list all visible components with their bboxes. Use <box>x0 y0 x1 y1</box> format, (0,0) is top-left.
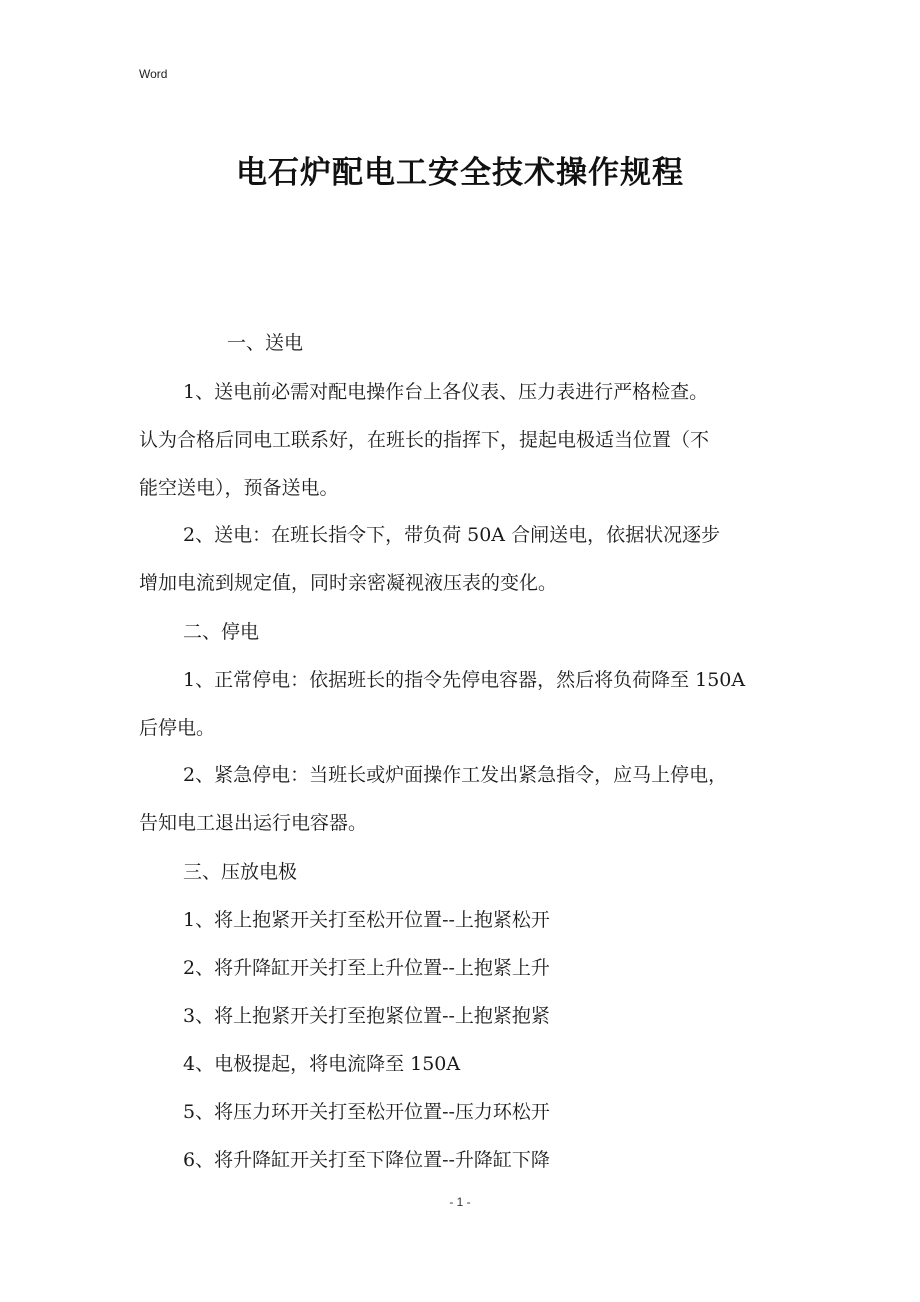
paragraph-line: 增加电流到规定值，同时亲密凝视液压表的变化。 <box>139 572 558 594</box>
section-heading-2: 二、停电 <box>183 621 260 643</box>
list-item: 2、将升降缸开关打至上升位置--上抱紧上升 <box>183 957 550 979</box>
paragraph-line: 能空送电），预备送电。 <box>139 477 339 499</box>
list-item: 6、将升降缸开关打至下降位置--升降缸下降 <box>183 1149 550 1171</box>
paragraph-line: 告知电工退出运行电容器。 <box>139 812 368 834</box>
paragraph-line: 认为合格后同电工联系好，在班长的指挥下，提起电极适当位置（不 <box>139 429 710 451</box>
list-item: 5、将压力环开关打至松开位置--压力环松开 <box>183 1101 550 1123</box>
paragraph-line: 1、正常停电：依据班长的指令先停电容器，然后将负荷降至 150A <box>183 669 746 691</box>
paragraph-line: 1、送电前必需对配电操作台上各仪表、压力表进行严格检查。 <box>183 381 709 403</box>
list-item: 3、将上抱紧开关打至抱紧位置--上抱紧抱紧 <box>183 1005 550 1027</box>
paragraph-line: 2、送电：在班长指令下，带负荷 50A 合闸送电，依据状况逐步 <box>183 524 721 546</box>
header-label: Word <box>139 67 168 81</box>
document-title: 电石炉配电工安全技术操作规程 <box>236 155 684 191</box>
paragraph-line: 后停电。 <box>139 717 216 739</box>
page-number: - 1 - <box>449 1195 471 1209</box>
list-item: 1、将上抱紧开关打至松开位置--上抱紧松开 <box>183 909 550 931</box>
list-item: 4、电极提起，将电流降至 150A <box>183 1053 461 1075</box>
section-heading-1: 一、送电 <box>227 332 304 354</box>
paragraph-line: 2、紧急停电：当班长或炉面操作工发出紧急指令，应马上停电， <box>183 764 728 786</box>
section-heading-3: 三、压放电极 <box>183 861 298 883</box>
